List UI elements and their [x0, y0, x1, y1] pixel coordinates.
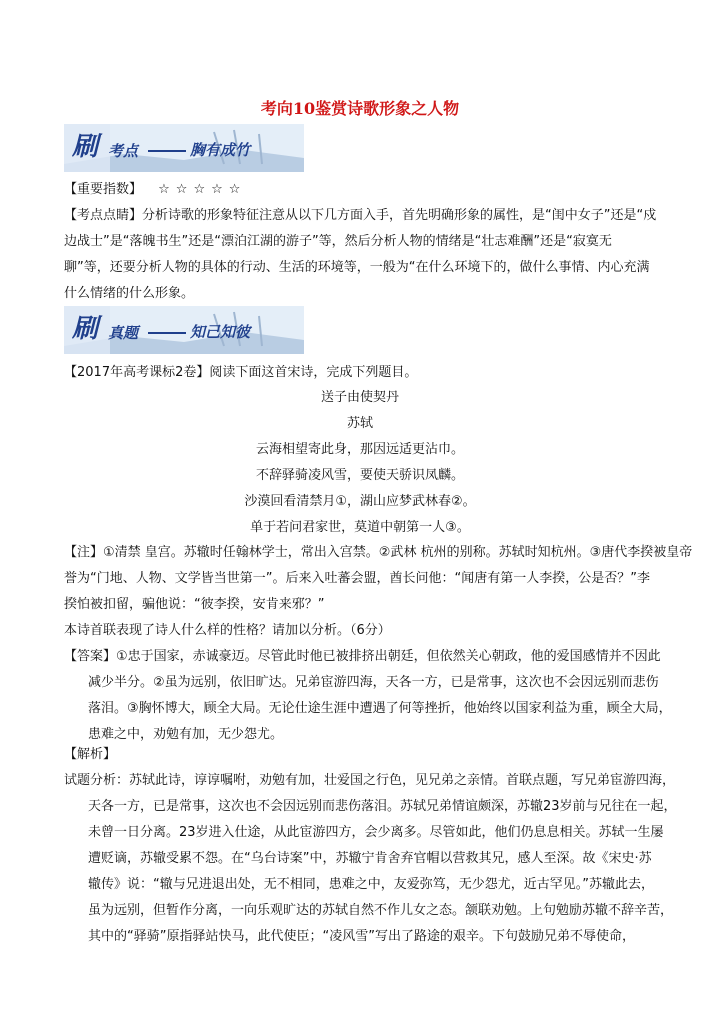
importance-row	[64, 177, 664, 203]
banner-dash	[148, 150, 186, 152]
importance-label: 【重要指数】	[64, 182, 143, 197]
keypoint-paragraph	[64, 203, 664, 307]
banner-dash	[148, 332, 186, 334]
poem-title: 送子由使契丹	[320, 390, 399, 405]
answer-paragraph	[88, 670, 672, 748]
analysis-line: 辙传》说：“辙与兄进退出处，无不相同，患难之中，友爱弥笃，无少怨尤，近古罕见。”苏辙此去，	[88, 877, 654, 892]
poem-line: 不辞驿骑凌风雪，要使天骄识凤麟。	[255, 468, 464, 483]
poem-line: 单于若问君家世，莫道中朝第一人③。	[250, 520, 470, 535]
poem-line: 云海相望寄此身，那因远适更沾巾。	[255, 442, 464, 457]
banner-tagline: 知己知彼	[190, 323, 251, 341]
analysis-line: 未曾一日分离。23岁进入仕途，从此宦游四方，会少离多。尽管如此，他们仍息息相关。苏轼一生屡	[88, 825, 664, 840]
section-banner-zhenti	[64, 306, 304, 354]
banner-label: 真题	[108, 324, 139, 342]
importance-stars: ☆☆☆☆☆	[158, 182, 247, 197]
keypoint-line: 边战士”是“落魄书生”还是“漂泊江湖的游子”等，然后分析人物的情绪是“壮志难酬”还是“寂寞无	[64, 234, 612, 249]
banner-badge: 刷	[72, 132, 99, 162]
poem-author: 苏轼	[346, 416, 373, 431]
banner-badge: 刷	[72, 314, 99, 344]
answer-line: 减少半分。②虽为远别，依旧旷达。兄弟宦游四海，天各一方，已是常事，这次也不会因远别而悲伤	[88, 675, 659, 690]
page-title: 考向10鉴赏诗歌形象之人物	[260, 99, 460, 118]
analysis-first-line: 试题分析：苏轼此诗，谆谆嘱咐，劝勉有加，壮爱国之行色，见兄弟之亲情。首联点题，写兄弟宦游四海，	[64, 773, 676, 788]
analysis-label: 【解析】	[64, 747, 117, 762]
answer-line: 患难之中，劝勉有加，无少怨尤。	[88, 727, 284, 742]
analysis-line: 虽为远别，但暂作分离，一向乐观旷达的苏轼自然不作儿女之态。颔联劝勉。上句勉励苏辙不辞辛苦，	[88, 903, 674, 918]
answer-first-line: 【答案】①忠于国家，赤诚豪迈。尽管此时他已被排挤出朝廷，但依然关心朝政，他的爱国感情并不因此	[64, 649, 661, 664]
answer-line: 落泪。③胸怀博大，顾全大局。无论仕途生涯中遭遇了何等挫折，他始终以国家利益为重，顾全大局，	[88, 701, 672, 716]
question: 本诗首联表现了诗人什么样的性格？请加以分析。（6分）	[64, 623, 391, 638]
notes-line: 【注】①清禁 皇宫。苏辙时任翰林学士，常出入宫禁。②武林 杭州的别称。苏轼时知杭州。③唐代李揆被皇帝	[64, 545, 693, 560]
notes-line: 誉为“门地、人物、文学皆当世第一”。后来入吐蕃会盟，酋长问他：“闻唐有第一人李揆，公是否？”李	[64, 571, 650, 586]
keypoint-line: 聊”等，还要分析人物的具体的行动、生活的环境等，一般为“在什么环境下的，做什么事情、内心充满	[64, 260, 650, 275]
analysis-paragraph	[88, 794, 677, 950]
analysis-line: 天各一方，已是常事，这次也不会因远别而悲伤落泪。苏轼兄弟情谊颇深，苏辙23岁前与兄往在一起，	[88, 799, 677, 814]
banner-label: 考点	[108, 142, 139, 160]
analysis-line: 其中的“驿骑”原指驿站快马，此代使臣；“凌风雪”写出了路途的艰辛。下句鼓励兄弟不辱使命，	[88, 929, 635, 944]
poem-line: 沙漠回看清禁月①，湖山应梦武林春②。	[244, 494, 476, 509]
banner-tagline: 胸有成竹	[190, 141, 251, 159]
exam-intro: 【2017年高考课标2卷】阅读下面这首宋诗，完成下列题目。	[64, 365, 418, 380]
keypoint-line: 【考点点睛】分析诗歌的形象特征注意从以下几方面入手，首先明确形象的属性，是“闺中女子”还是“戍	[64, 208, 657, 223]
analysis-line: 遭贬谪，苏辙受累不怨。在“乌台诗案”中，苏辙宁肯舍弃官帽以营救其兄，感人至深。故《宋史·苏	[88, 851, 652, 866]
keypoint-line: 什么情绪的什么形象。	[64, 286, 195, 301]
section-banner-kaodian	[64, 124, 304, 172]
notes-paragraph	[64, 540, 693, 618]
notes-line: 揆怕被扣留，骗他说：“彼李揆，安肯来邪？”	[64, 597, 325, 612]
